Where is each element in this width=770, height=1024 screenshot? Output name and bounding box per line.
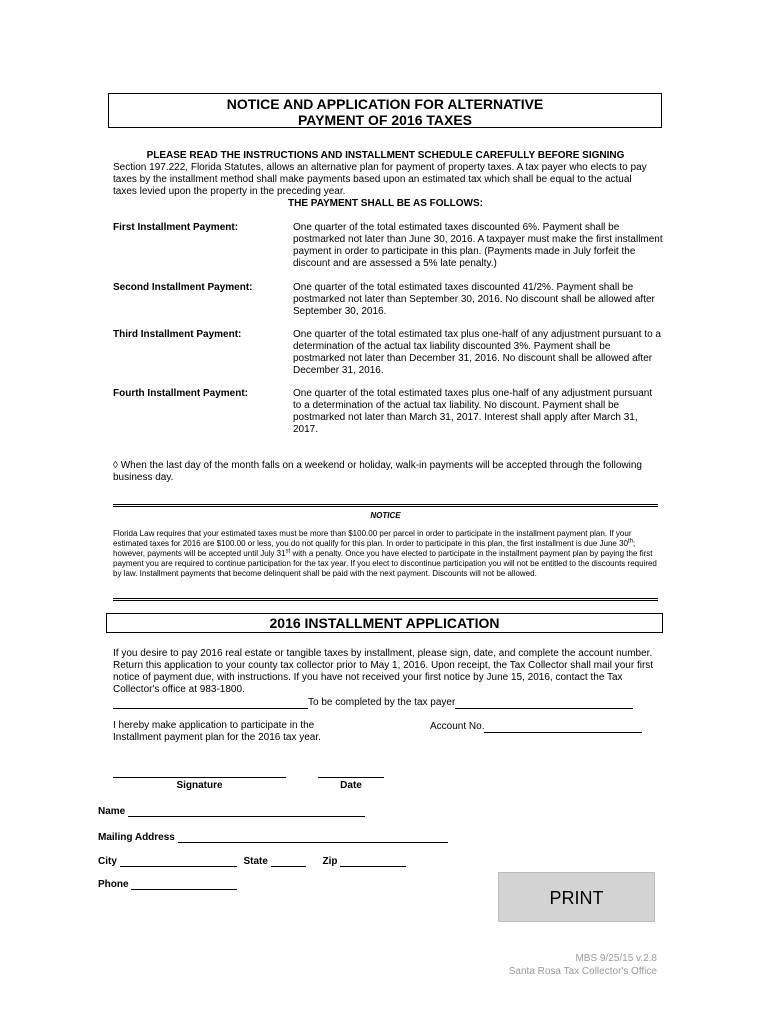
notice-top-rule bbox=[113, 504, 658, 507]
notice-sup-2: st bbox=[285, 548, 291, 555]
signature-label: Signature bbox=[176, 780, 223, 791]
mailing-label: Mailing Address bbox=[98, 832, 175, 843]
date-line[interactable] bbox=[318, 766, 384, 778]
hereby-text: I hereby make application to participate in the Installment payment plan for the 2016 tax year. bbox=[113, 720, 321, 743]
footer-office: Santa Rosa Tax Collector's Office bbox=[508, 966, 657, 977]
application-body: If you desire to pay 2016 real estate or tangible taxes by installment, please sign, date, and complete the account number. Return this application to your county tax collector prior to May 1, 2016. Upon receipt, the Tax Collector shall mail your first notice of payment due, with instructions. If you have not received your first notice by June 15, 2016, contact the Tax Collector's office at 983-1800. bbox=[113, 648, 654, 695]
notice-sup-1: th bbox=[627, 538, 633, 545]
notice-text-1: Florida Law requires that your estimated taxes must be more than $100.00 per parcel in order to participate in the installment payment plan. If your estimated taxes for 2016 are $100.00 or less, you do not qualify for this plan. In order to participate in this plan, the first installment is due June 30 bbox=[113, 529, 632, 548]
phone-input-line[interactable] bbox=[131, 878, 237, 890]
phone-label: Phone bbox=[98, 879, 129, 890]
phone-field[interactable] bbox=[98, 878, 237, 890]
installment-3-label: Third Installment Payment: bbox=[113, 329, 242, 340]
name-input-line[interactable] bbox=[128, 805, 365, 817]
city-state-zip-row bbox=[98, 855, 406, 867]
instructions-heading: PLEASE READ THE INSTRUCTIONS AND INSTALLMENT SCHEDULE CAREFULLY BEFORE SIGNING bbox=[146, 150, 625, 161]
city-label: City bbox=[98, 856, 117, 867]
mailing-field[interactable] bbox=[98, 831, 448, 843]
notice-text-2: ; however, payments will be accepted until July 31 bbox=[113, 539, 636, 558]
mailing-input-line[interactable] bbox=[178, 831, 448, 843]
notice-text-3: with a penalty. Once you have elected to participate in the installment payment plan by paying the first payment you are required to continue participation for the tax year. If you elect to discontinue participation you will not be entitled to the discounts required by law. Installment payments that become delinquent shall be paid with the next payment. Discounts will not be allowed. bbox=[113, 549, 657, 578]
installment-3-text: One quarter of the total estimated tax plus one-half of any adjustment pursuant to a determination of the actual tax liability discounted 3%. Payment shall be postmarked not later than December 31, 2016. No discount shall be allowed after December 31, 2016. bbox=[293, 329, 661, 376]
account-input-line[interactable] bbox=[484, 720, 642, 733]
signature-line[interactable] bbox=[113, 766, 286, 778]
weekend-note: ◊ When the last day of the month falls on a weekend or holiday, walk-in payments will be accepted through the following business day. bbox=[113, 460, 642, 483]
title-line-1: NOTICE AND APPLICATION FOR ALTERNATIVE bbox=[226, 96, 544, 112]
notice-heading: NOTICE bbox=[370, 511, 401, 520]
city-input-line[interactable] bbox=[120, 855, 237, 867]
taxpayer-line bbox=[113, 696, 658, 709]
installment-1-text: One quarter of the total estimated taxes discounted 6%. Payment shall be postmarked not later than June 30, 2016. A taxpayer must make the first installment payment in order to participate in this plan. (Payments made in July forfeit the discount and are assessed a 5% late penalty.) bbox=[293, 222, 663, 269]
instructions-body: Section 197.222, Florida Statutes, allows an alternative plan for payment of property taxes. A tax payer who elects to pay taxes by the installment method shall make payments based upon an estimated tax which shall be equal to the actual taxes levied upon the property in the preceding year. bbox=[113, 162, 647, 197]
title-line-2: PAYMENT OF 2016 TAXES bbox=[297, 112, 472, 128]
notice-body bbox=[113, 529, 658, 579]
form-title bbox=[108, 93, 662, 128]
print-button[interactable]: PRINT bbox=[498, 872, 655, 922]
state-label: State bbox=[243, 856, 268, 867]
taxpayer-line-label: To be completed by the tax payer bbox=[308, 697, 456, 708]
payment-heading: THE PAYMENT SHALL BE AS FOLLOWS: bbox=[287, 198, 483, 209]
taxpayer-rule-left bbox=[113, 696, 308, 709]
footer-version: MBS 9/25/15 v.2.8 bbox=[575, 953, 657, 964]
installment-1-label: First Installment Payment: bbox=[113, 222, 239, 233]
state-input-line[interactable] bbox=[271, 855, 306, 867]
name-field[interactable] bbox=[98, 805, 365, 817]
installment-2-text: One quarter of the total estimated taxes discounted 41/2%. Payment shall be postmarked not later than September 30, 2016. No discount shall be allowed after September 30, 2016. bbox=[293, 282, 655, 317]
taxpayer-rule-right bbox=[455, 696, 633, 709]
application-title: 2016 INSTALLMENT APPLICATION bbox=[106, 613, 663, 633]
zip-input-line[interactable] bbox=[340, 855, 406, 867]
installment-4-label: Fourth Installment Payment: bbox=[113, 388, 249, 399]
name-label: Name bbox=[98, 806, 126, 817]
account-field[interactable] bbox=[430, 720, 642, 733]
account-label: Account No. bbox=[430, 721, 485, 732]
installment-4-text: One quarter of the total estimated taxes plus one-half of any adjustment pursuant to a determination of the actual tax liability. No discount. Payment shall be postmarked not later than March 31, 2017. Interest shall apply after March 31, 2017. bbox=[293, 388, 653, 435]
installment-2-label: Second Installment Payment: bbox=[113, 282, 253, 293]
zip-label: Zip bbox=[322, 856, 338, 867]
notice-bottom-rule bbox=[113, 598, 658, 601]
date-label: Date bbox=[340, 780, 362, 791]
